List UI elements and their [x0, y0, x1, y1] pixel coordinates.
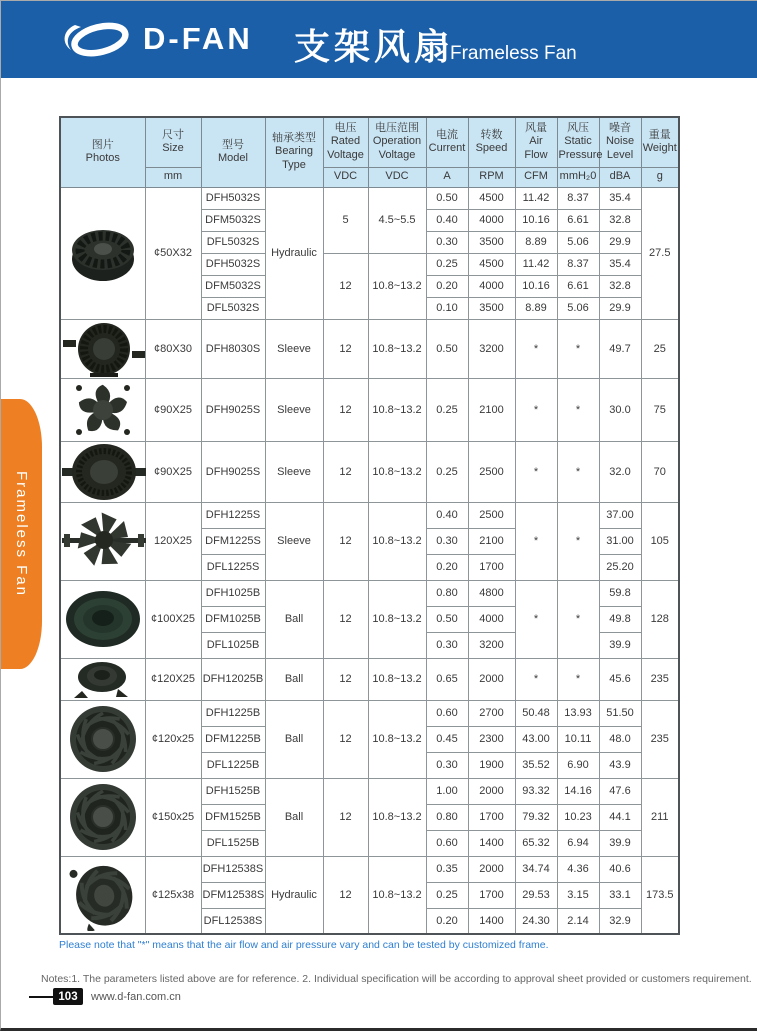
col-header-static-pressure-unit: mmH₂0	[557, 167, 599, 187]
cell-airflow: *	[515, 502, 557, 580]
cell-weight: 75	[641, 378, 679, 441]
col-header-rated-voltage: 电压 Rated Voltage	[323, 117, 368, 167]
cell-current: 0.65	[426, 658, 468, 700]
round-frame-fan-icon	[62, 442, 146, 502]
col-header-speed-unit: RPM	[468, 167, 515, 187]
cell-weight: 25	[641, 319, 679, 378]
cell-current: 1.00	[426, 778, 468, 804]
cell-airflow: *	[515, 319, 557, 378]
cell-model: DFH1525B	[201, 778, 265, 804]
dfan-swoosh-logo-icon	[59, 17, 137, 61]
cell-current: 0.20	[426, 554, 468, 580]
cell-pressure: 10.11	[557, 726, 599, 752]
cell-speed: 1400	[468, 908, 515, 934]
cell-operation-voltage: 10.8~13.2	[368, 658, 426, 700]
cell-current: 0.80	[426, 804, 468, 830]
cell-speed: 4000	[468, 209, 515, 231]
cell-airflow: 8.89	[515, 231, 557, 253]
col-header-photos: 图片 Photos	[60, 117, 145, 187]
cell-pressure: 8.37	[557, 253, 599, 275]
table-row	[60, 856, 679, 882]
cell-speed: 4000	[468, 606, 515, 632]
header-bar	[1, 1, 757, 78]
fan-photo-cell	[60, 658, 145, 700]
cell-airflow: 11.42	[515, 187, 557, 209]
cell-speed: 2500	[468, 502, 515, 528]
cell-bearing: Ball	[265, 700, 323, 778]
cell-noise: 49.7	[599, 319, 641, 378]
cell-airflow: 11.42	[515, 253, 557, 275]
cell-size: ¢90X25	[145, 441, 201, 502]
brand-name: D-FAN	[143, 21, 253, 56]
cell-model: DFH8030S	[201, 319, 265, 378]
cell-noise: 31.00	[599, 528, 641, 554]
cell-bearing: Hydraulic	[265, 856, 323, 934]
cell-current: 0.25	[426, 882, 468, 908]
cell-rated-voltage: 12	[323, 441, 368, 502]
cell-noise: 33.1	[599, 882, 641, 908]
cell-model: DFH12025B	[201, 658, 265, 700]
cell-rated-voltage: 12	[323, 319, 368, 378]
dome-fan-icon	[63, 589, 143, 649]
cell-model: DFL1525B	[201, 830, 265, 856]
col-header-air-flow: 风量 Air Flow	[515, 117, 557, 167]
cell-current: 0.60	[426, 830, 468, 856]
cell-airflow: 10.16	[515, 209, 557, 231]
cell-noise: 39.9	[599, 830, 641, 856]
cell-noise: 44.1	[599, 804, 641, 830]
cell-model: DFH1225S	[201, 502, 265, 528]
page-title-chinese: 支架风扇	[294, 26, 455, 67]
page-title-english: Frameless Fan	[450, 43, 577, 64]
cell-speed: 3200	[468, 632, 515, 658]
cell-model: DFM5032S	[201, 209, 265, 231]
cell-pressure: 13.93	[557, 700, 599, 726]
cell-current: 0.45	[426, 726, 468, 752]
cell-model: DFM5032S	[201, 275, 265, 297]
cell-operation-voltage: 10.8~13.2	[368, 580, 426, 658]
cell-pressure: 6.61	[557, 275, 599, 297]
swirl-round-fan-icon	[68, 782, 138, 852]
cell-speed: 2000	[468, 856, 515, 882]
fan-photo-cell	[60, 502, 145, 580]
cell-noise: 49.8	[599, 606, 641, 632]
cell-pressure: 5.06	[557, 297, 599, 319]
cell-noise: 39.9	[599, 632, 641, 658]
fan-photo-cell	[60, 700, 145, 778]
cell-rated-voltage: 12	[323, 580, 368, 658]
small-dome-fan-icon	[72, 659, 134, 699]
cell-current: 0.40	[426, 502, 468, 528]
cell-noise: 32.9	[599, 908, 641, 934]
cell-bearing: Ball	[265, 658, 323, 700]
cell-size: ¢120x25	[145, 700, 201, 778]
cell-bearing: Ball	[265, 580, 323, 658]
cell-bearing: Sleeve	[265, 319, 323, 378]
cell-weight: 105	[641, 502, 679, 580]
cell-noise: 32.0	[599, 441, 641, 502]
blower-fan-icon	[62, 320, 146, 378]
cell-noise: 40.6	[599, 856, 641, 882]
cell-airflow: 43.00	[515, 726, 557, 752]
cell-weight: 27.5	[641, 187, 679, 319]
cell-bearing: Sleeve	[265, 378, 323, 441]
cell-rated-voltage: 12	[323, 658, 368, 700]
fan-photo-cell	[60, 319, 145, 378]
col-header-bearing-type: 轴承类型 Bearing Type	[265, 117, 323, 187]
cell-bearing: Hydraulic	[265, 187, 323, 319]
cell-pressure: 2.14	[557, 908, 599, 934]
cell-size: ¢90X25	[145, 378, 201, 441]
cell-speed: 1700	[468, 804, 515, 830]
cell-noise: 43.9	[599, 752, 641, 778]
cell-speed: 3200	[468, 319, 515, 378]
cell-airflow: *	[515, 658, 557, 700]
col-header-current: 电流 Current	[426, 117, 468, 167]
cell-noise: 35.4	[599, 187, 641, 209]
cell-noise: 48.0	[599, 726, 641, 752]
cell-current: 0.10	[426, 297, 468, 319]
col-header-rated-voltage-unit: VDC	[323, 167, 368, 187]
cell-size: ¢50X32	[145, 187, 201, 319]
cell-pressure: 6.94	[557, 830, 599, 856]
cell-noise: 45.6	[599, 658, 641, 700]
cell-operation-voltage: 4.5~5.5	[368, 187, 426, 253]
cell-pressure: *	[557, 580, 599, 658]
cell-airflow: 8.89	[515, 297, 557, 319]
cell-model: DFL1025B	[201, 632, 265, 658]
table-row	[60, 700, 679, 726]
fan-photo-cell	[60, 856, 145, 934]
unit-row	[60, 167, 679, 187]
cell-airflow: 65.32	[515, 830, 557, 856]
cell-airflow: 29.53	[515, 882, 557, 908]
cell-weight: 211	[641, 778, 679, 856]
col-header-operation-voltage: 电压范围 Operation Voltage	[368, 117, 426, 167]
cell-airflow: 93.32	[515, 778, 557, 804]
cell-airflow: *	[515, 441, 557, 502]
cell-noise: 51.50	[599, 700, 641, 726]
cell-rated-voltage: 12	[323, 700, 368, 778]
col-header-air-flow-unit: CFM	[515, 167, 557, 187]
cell-size: ¢120X25	[145, 658, 201, 700]
fan-photo-cell	[60, 778, 145, 856]
col-header-noise-level: 噪音 Noise Level	[599, 117, 641, 167]
tilted-swirl-fan-icon	[68, 859, 138, 931]
cell-noise: 59.8	[599, 580, 641, 606]
cell-model: DFH1025B	[201, 580, 265, 606]
page-number-badge: 103	[53, 988, 83, 1005]
cell-speed: 2100	[468, 378, 515, 441]
cell-bearing: Ball	[265, 778, 323, 856]
cell-operation-voltage: 10.8~13.2	[368, 778, 426, 856]
cell-speed: 2000	[468, 778, 515, 804]
cell-model: DFH5032S	[201, 187, 265, 209]
cell-current: 0.40	[426, 209, 468, 231]
cell-speed: 4500	[468, 253, 515, 275]
cell-noise: 29.9	[599, 231, 641, 253]
cell-noise: 32.8	[599, 275, 641, 297]
cell-model: DFH1225B	[201, 700, 265, 726]
fan-photo-cell	[60, 580, 145, 658]
cell-airflow: 10.16	[515, 275, 557, 297]
cell-weight: 235	[641, 700, 679, 778]
cell-rated-voltage: 12	[323, 502, 368, 580]
col-header-size-unit: mm	[145, 167, 201, 187]
footer-rule	[29, 996, 53, 998]
cell-rated-voltage: 12	[323, 253, 368, 319]
table-row	[60, 580, 679, 606]
cell-operation-voltage: 10.8~13.2	[368, 502, 426, 580]
table-row	[60, 187, 679, 209]
cell-speed: 1700	[468, 882, 515, 908]
cell-pressure: 5.06	[557, 231, 599, 253]
cell-noise: 35.4	[599, 253, 641, 275]
cell-operation-voltage: 10.8~13.2	[368, 253, 426, 319]
cell-pressure: *	[557, 319, 599, 378]
col-header-noise-level-unit: dBA	[599, 167, 641, 187]
cell-pressure: *	[557, 502, 599, 580]
table-row	[60, 502, 679, 528]
cell-weight: 128	[641, 580, 679, 658]
cell-current: 0.35	[426, 856, 468, 882]
cell-noise: 37.00	[599, 502, 641, 528]
col-header-static-pressure: 风压 Static Pressure	[557, 117, 599, 167]
cell-speed: 4800	[468, 580, 515, 606]
cell-operation-voltage: 10.8~13.2	[368, 856, 426, 934]
cell-current: 0.50	[426, 606, 468, 632]
cell-speed: 2000	[468, 658, 515, 700]
asterisk-note: Please note that "*" means that the air flow and air pressure vary and can be tested by customized frame.	[59, 939, 549, 951]
cell-model: DFL5032S	[201, 297, 265, 319]
cell-model: DFH5032S	[201, 253, 265, 275]
reference-note: Notes:1. The parameters listed above are for reference. 2. Individual specification will be according to approval sheet provided or customers requirement.	[41, 973, 752, 985]
cell-bearing: Sleeve	[265, 502, 323, 580]
cell-model: DFL12538S	[201, 908, 265, 934]
cell-speed: 2300	[468, 726, 515, 752]
cell-current: 0.50	[426, 319, 468, 378]
cell-current: 0.80	[426, 580, 468, 606]
cell-model: DFH12538S	[201, 856, 265, 882]
cell-rated-voltage: 12	[323, 856, 368, 934]
cell-rated-voltage: 12	[323, 778, 368, 856]
cell-speed: 3500	[468, 231, 515, 253]
col-header-speed: 转数 Speed	[468, 117, 515, 167]
fan-photo-cell	[60, 378, 145, 441]
fan-photo-cell	[60, 187, 145, 319]
cell-current: 0.20	[426, 908, 468, 934]
cell-rated-voltage: 12	[323, 378, 368, 441]
cell-rated-voltage: 5	[323, 187, 368, 253]
cell-pressure: *	[557, 441, 599, 502]
cell-noise: 32.8	[599, 209, 641, 231]
cell-model: DFM12538S	[201, 882, 265, 908]
cell-model: DFM1525B	[201, 804, 265, 830]
cell-airflow: 35.52	[515, 752, 557, 778]
cell-current: 0.50	[426, 187, 468, 209]
col-header-operation-voltage-unit: VDC	[368, 167, 426, 187]
cell-bearing: Sleeve	[265, 441, 323, 502]
cell-current: 0.25	[426, 253, 468, 275]
cell-airflow: 24.30	[515, 908, 557, 934]
table-row	[60, 319, 679, 378]
cell-model: DFM1225B	[201, 726, 265, 752]
cell-pressure: 14.16	[557, 778, 599, 804]
cell-size: ¢125x38	[145, 856, 201, 934]
table-row	[60, 378, 679, 441]
cell-airflow: *	[515, 580, 557, 658]
cell-current: 0.25	[426, 441, 468, 502]
cell-size: ¢100X25	[145, 580, 201, 658]
cell-size: ¢150x25	[145, 778, 201, 856]
cell-operation-voltage: 10.8~13.2	[368, 378, 426, 441]
cell-current: 0.30	[426, 752, 468, 778]
col-header-weight-unit: g	[641, 167, 679, 187]
side-tab-label: Frameless Fan	[13, 470, 30, 598]
cell-current: 0.20	[426, 275, 468, 297]
cell-noise: 25.20	[599, 554, 641, 580]
col-header-weight: 重量 Weight	[641, 117, 679, 167]
table-row	[60, 658, 679, 700]
cell-airflow: 79.32	[515, 804, 557, 830]
cell-operation-voltage: 10.8~13.2	[368, 319, 426, 378]
cell-size: ¢80X30	[145, 319, 201, 378]
cell-noise: 47.6	[599, 778, 641, 804]
impeller-fan-icon	[65, 222, 141, 284]
cell-model: DFM1025B	[201, 606, 265, 632]
cell-weight: 70	[641, 441, 679, 502]
side-tab-frameless-fan	[1, 399, 42, 669]
axial-five-blade-fan-icon	[70, 379, 136, 441]
brand-logo	[59, 17, 253, 61]
cell-pressure: *	[557, 378, 599, 441]
table-row	[60, 441, 679, 502]
cell-size: 120X25	[145, 502, 201, 580]
cell-pressure: 6.61	[557, 209, 599, 231]
cell-speed: 3500	[468, 297, 515, 319]
fan-photo-cell	[60, 441, 145, 502]
cell-pressure: 8.37	[557, 187, 599, 209]
cell-current: 0.30	[426, 632, 468, 658]
col-header-model: 型号 Model	[201, 117, 265, 187]
cell-operation-voltage: 10.8~13.2	[368, 700, 426, 778]
cell-noise: 29.9	[599, 297, 641, 319]
cell-speed: 4500	[468, 187, 515, 209]
cell-speed: 1400	[468, 830, 515, 856]
cell-airflow: 34.74	[515, 856, 557, 882]
cell-current: 0.25	[426, 378, 468, 441]
cell-speed: 2100	[468, 528, 515, 554]
cell-airflow: 50.48	[515, 700, 557, 726]
cell-model: DFL1225B	[201, 752, 265, 778]
table-row	[60, 778, 679, 804]
cell-speed: 1700	[468, 554, 515, 580]
spec-table	[59, 116, 680, 935]
website-url: www.d-fan.com.cn	[91, 991, 181, 1003]
cell-pressure: 6.90	[557, 752, 599, 778]
cell-operation-voltage: 10.8~13.2	[368, 441, 426, 502]
cell-current: 0.30	[426, 528, 468, 554]
cell-model: DFH9025S	[201, 378, 265, 441]
bracket-axial-fan-icon	[62, 509, 146, 573]
cell-current: 0.30	[426, 231, 468, 253]
cell-noise: 30.0	[599, 378, 641, 441]
cell-model: DFH9025S	[201, 441, 265, 502]
cell-pressure: 10.23	[557, 804, 599, 830]
cell-speed: 1900	[468, 752, 515, 778]
cell-pressure: 4.36	[557, 856, 599, 882]
cell-model: DFL5032S	[201, 231, 265, 253]
cell-pressure: 3.15	[557, 882, 599, 908]
header-row	[60, 117, 679, 167]
cell-weight: 235	[641, 658, 679, 700]
swirl-round-fan-icon	[68, 704, 138, 774]
cell-speed: 4000	[468, 275, 515, 297]
cell-weight: 173.5	[641, 856, 679, 934]
col-header-current-unit: A	[426, 167, 468, 187]
cell-model: DFM1225S	[201, 528, 265, 554]
cell-airflow: *	[515, 378, 557, 441]
col-header-size: 尺寸 Size	[145, 117, 201, 167]
cell-current: 0.60	[426, 700, 468, 726]
cell-speed: 2500	[468, 441, 515, 502]
cell-model: DFL1225S	[201, 554, 265, 580]
cell-pressure: *	[557, 658, 599, 700]
cell-speed: 2700	[468, 700, 515, 726]
